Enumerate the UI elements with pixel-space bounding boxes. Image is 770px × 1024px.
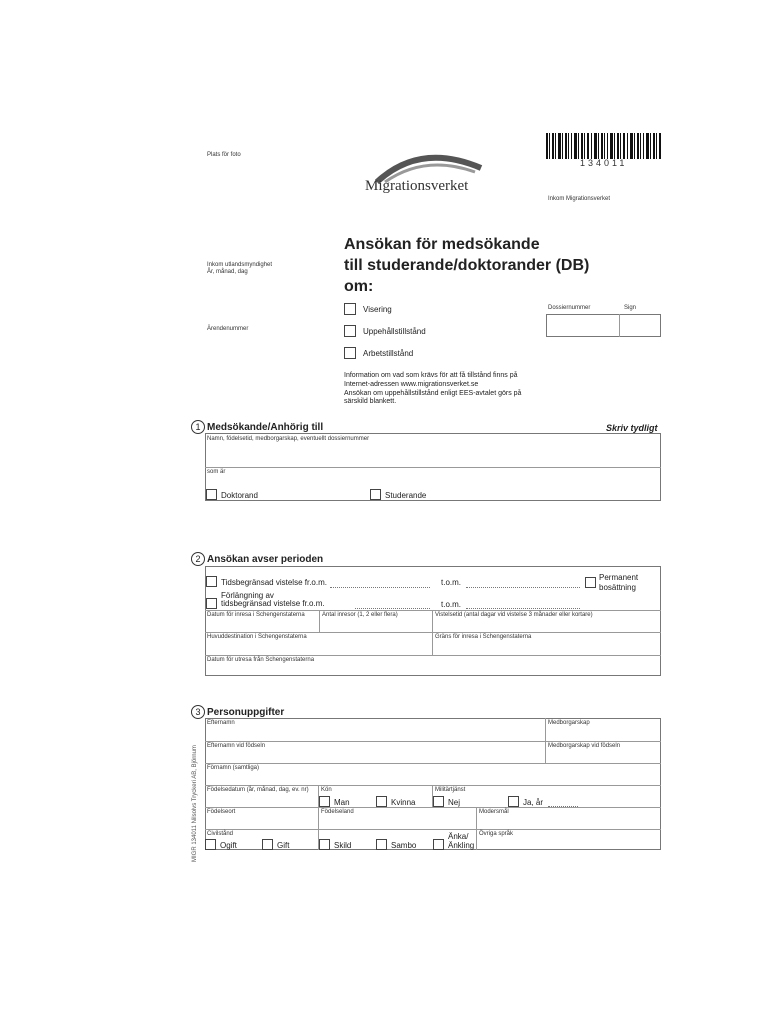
extension-checkbox[interactable] [206, 598, 217, 609]
military-no-label: Nej [448, 798, 461, 807]
date-format-label: År, månad, dag [207, 269, 248, 275]
student-checkbox[interactable] [370, 489, 381, 500]
widowed-label-line1: Änka/ [448, 832, 469, 841]
limited-stay-checkbox[interactable] [206, 576, 217, 587]
residence-permit-checkbox[interactable] [344, 325, 356, 337]
section1-number: 1 [191, 420, 205, 434]
section2-row-divider1 [205, 610, 661, 611]
section2-col-divider1 [319, 610, 320, 632]
residence-permit-label: Uppehållstillstånd [363, 327, 426, 336]
section3-row-divider4 [205, 807, 661, 808]
extension-until-label: t.o.m. [441, 600, 462, 609]
barcode-image [546, 133, 666, 159]
info-line-1: Information om vad som krävs för att få tillstånd finns på [344, 372, 518, 379]
birth-date-label: Födelsedatum (år, månad, dag, ev. nr) [207, 787, 309, 793]
limited-stay-label: Tidsbegränsad vistelse fr.o.m. [221, 578, 327, 587]
extension-from-line[interactable] [355, 608, 430, 609]
birth-surname-label: Efternamn vid födseln [207, 743, 266, 749]
limited-stay-until-label: t.o.m. [441, 578, 462, 587]
section1-divider [205, 467, 661, 468]
entry-date-label: Datum för inresa i Schengenstaterna [207, 612, 305, 618]
permanent-checkbox[interactable] [585, 577, 596, 588]
doctoral-label: Doktorand [221, 491, 258, 500]
doctoral-checkbox[interactable] [206, 489, 217, 500]
section3-title: Personuppgifter [207, 707, 285, 718]
dossier-number-label: Dossiernummer [548, 305, 591, 311]
logo-text: Migrationsverket [365, 178, 469, 194]
dossier-number-input[interactable] [548, 316, 620, 336]
extension-label [221, 592, 325, 608]
limited-stay-until-line[interactable] [466, 587, 580, 588]
as-label: som är [207, 469, 226, 475]
female-label: Kvinna [391, 798, 416, 807]
section3-box [205, 718, 661, 850]
form-title-line2: till studerande/doktorander (DB) [344, 257, 590, 274]
barcode-number: 134011 [580, 158, 628, 168]
unmarried-label: Ogift [220, 841, 237, 850]
case-number-label: Ärendenummer [207, 326, 249, 332]
section2-number: 2 [191, 552, 205, 566]
info-line-4: särskild blankett. [344, 398, 397, 406]
photo-placeholder-label: Plats för foto [207, 152, 241, 158]
side-print-info: MIGR 134011 Nilsolvs Tryckeri AB, Björnum [192, 745, 198, 862]
info-line-2: Internet-adressen www.migrationsverket.se [344, 380, 479, 388]
section2-col-divider2 [432, 610, 433, 656]
extension-label-line1: Förlängning av [221, 591, 274, 600]
surname-label: Efternamn [207, 720, 235, 726]
married-checkbox[interactable] [262, 839, 273, 850]
divorced-label: Skild [334, 841, 352, 850]
sign-input[interactable] [622, 316, 662, 336]
visa-checkbox[interactable] [344, 303, 356, 315]
extension-label-line2: tidsbegränsad vistelse fr.o.m. [221, 599, 325, 608]
male-label: Man [334, 798, 350, 807]
write-clearly-note: Skriv tydligt [606, 423, 658, 433]
section2-title: Ansökan avser perioden [207, 554, 324, 565]
section3-row-divider1 [205, 741, 661, 742]
info-text [344, 372, 521, 407]
permanent-label [599, 573, 638, 593]
limited-stay-from-line[interactable] [330, 587, 430, 588]
main-destination-label: Huvuddestination i Schengenstaterna [207, 634, 307, 640]
form-title-line3: om: [344, 278, 374, 295]
received-abroad-label: Inkom utlandsmyndighet [207, 262, 273, 268]
unmarried-checkbox[interactable] [205, 839, 216, 850]
name-field-label: Namn, födelsetid, medborgarskap, eventuellt dossiernummer [207, 436, 370, 442]
visa-label: Visering [363, 305, 392, 314]
sign-label: Sign [624, 305, 637, 311]
entry-border-label: Gräns för inresa i Schengenstaterna [435, 634, 532, 640]
birth-citizenship-label: Medborgarskap vid födseln [548, 743, 621, 749]
work-permit-checkbox[interactable] [344, 347, 356, 359]
civil-status-label: Civilstånd [207, 831, 234, 837]
gender-label: Kön [321, 787, 332, 793]
widowed-label-line2: Änkling [448, 841, 475, 850]
section3-number: 3 [191, 705, 205, 719]
section3-row-divider3 [205, 785, 661, 786]
mother-tongue-label: Modersmål [479, 809, 509, 815]
male-checkbox[interactable] [319, 796, 330, 807]
section2-row-divider3 [205, 655, 661, 656]
birth-place-label: Födelseort [207, 809, 236, 815]
received-stamp-label: Inkom Migrationsverket [548, 196, 611, 202]
widowed-checkbox[interactable] [433, 839, 444, 850]
permanent-label-line1: Permanent [599, 573, 639, 582]
birth-country-label: Födelseland [321, 809, 354, 815]
extension-until-line[interactable] [466, 608, 580, 609]
military-label: Militärtjänst [435, 787, 466, 793]
military-no-checkbox[interactable] [433, 796, 444, 807]
section1-title: Medsökande/Anhörig till [207, 422, 324, 433]
info-line-3: Ansökan om uppehållstillstånd enligt EES-avtalet görs på [344, 389, 522, 397]
first-names-label: Förnamn (samtliga) [207, 765, 260, 771]
work-permit-label: Arbetstillstånd [363, 349, 414, 358]
other-languages-label: Övriga språk [479, 831, 514, 837]
entries-count-label: Antal inresor (1, 2 eller flera) [322, 612, 398, 618]
married-label: Gift [277, 841, 290, 850]
name-field-input[interactable] [207, 445, 661, 467]
widowed-label [448, 832, 474, 850]
divorced-checkbox[interactable] [319, 839, 330, 850]
section3-row-divider2 [205, 763, 661, 764]
form-title-line1: Ansökan för medsökande [344, 236, 540, 253]
cohabiting-checkbox[interactable] [376, 839, 387, 850]
permanent-label-line2: bosättning [599, 583, 636, 592]
female-checkbox[interactable] [376, 796, 387, 807]
military-yes-label: Ja, år [523, 798, 544, 807]
exit-date-label: Datum för utresa från Schengenstaterna [207, 657, 315, 663]
section3-row-divider5 [205, 829, 661, 830]
section2-row-divider2 [205, 632, 661, 633]
citizenship-label: Medborgarskap [548, 720, 590, 726]
stay-time-label: Vistelsetid (antal dagar vid vistelse 3 månader eller kortare) [435, 612, 593, 618]
military-yes-checkbox[interactable] [508, 796, 519, 807]
student-label: Studerande [385, 491, 427, 500]
cohabiting-label: Sambo [391, 841, 417, 850]
